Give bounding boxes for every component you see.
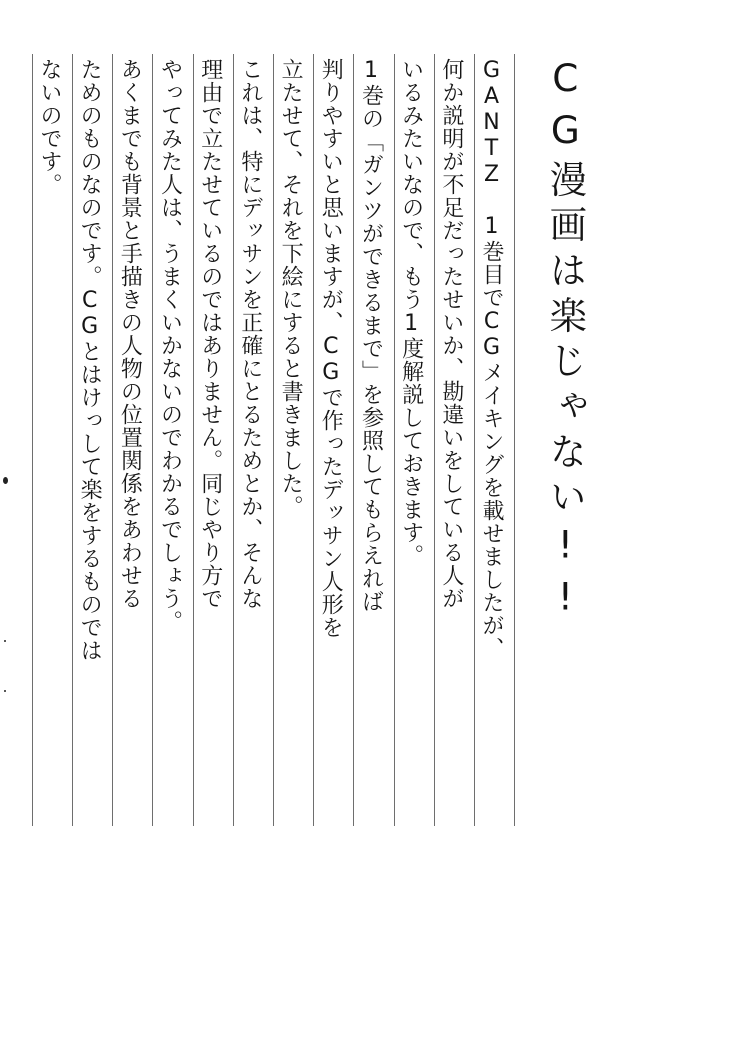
body-line: ないのです。	[37, 58, 62, 196]
ruled-line	[152, 54, 153, 826]
ruled-line	[72, 54, 73, 826]
body-line: 理由で立たせているのではありません。同じやり方で	[197, 58, 223, 610]
ruled-line	[313, 54, 314, 826]
body-line: これは、特にデッサンを正確にとるためとか、そんな	[237, 58, 263, 610]
body-line: 何か説明が不足だったせいか、勘違いをしている人が	[438, 58, 464, 610]
ruled-line	[394, 54, 395, 826]
body-line: GANTZ 1巻目でCGメイキングを載せましたが、	[479, 58, 504, 660]
body-line: やってみた人は、うまくいかないのでわかるでしょう。	[157, 58, 183, 633]
scan-speck	[4, 690, 6, 692]
body-line: 立たせて、それを下絵にすると書きました。	[278, 58, 304, 518]
ruled-line	[193, 54, 194, 826]
ruled-line	[273, 54, 274, 826]
ruled-line	[514, 54, 515, 826]
scan-speck	[3, 477, 8, 484]
scan-speck	[4, 640, 6, 642]
body-line: 1巻の「ガンツができるまで」を参照してもらえれば	[358, 58, 384, 613]
ruled-line	[32, 54, 33, 826]
ruled-line	[112, 54, 113, 826]
page-title: CG漫画は楽じゃない!!	[543, 56, 588, 627]
ruled-line	[434, 54, 435, 826]
ruled-line	[233, 54, 234, 826]
body-line: いるみたいなので、もう1度解説しておきます。	[398, 58, 424, 567]
body-line: 判りやすいと思いますが、CGで作ったデッサン人形を	[318, 58, 344, 639]
ruled-line	[474, 54, 475, 826]
ruled-line	[353, 54, 354, 826]
body-line: あくまでも背景と手描きの人物の位置関係をあわせる	[117, 58, 143, 610]
body-line: ためのものなのです。CGとはけっして楽をするものでは	[77, 58, 103, 662]
